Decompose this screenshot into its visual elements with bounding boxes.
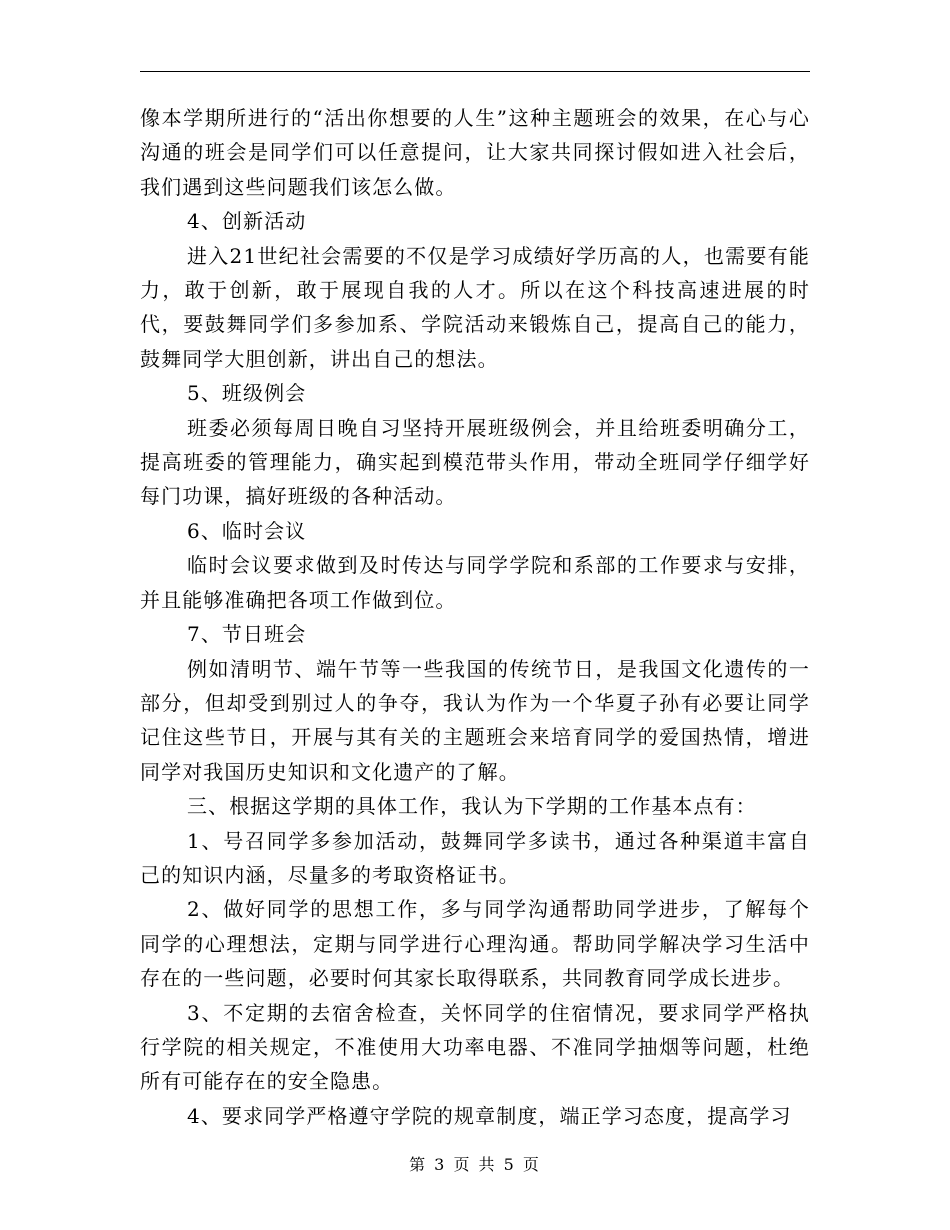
document-body (140, 101, 810, 1133)
section-heading-innovation: 4、创新活动 (187, 209, 307, 234)
body-paragraph-innovation: 进入21世纪社会需要的不仅是学习成绩好学历高的人，也需要有能力，敢于创新，敢于展现自我的人才。所以在这个科技高速进展的时代，要鼓舞同学们多参加系、学院活动来锻炼自己，提高自己的能力，鼓舞同学大胆创新，讲出自己的想法。 (140, 243, 810, 371)
section-heading-holiday-meeting: 7、节日班会 (187, 622, 307, 647)
section-heading-class-meeting: 5、班级例会 (187, 381, 307, 406)
body-paragraph-holiday-meeting: 例如清明节、端午节等一些我国的传统节日，是我国文化遗传的一部分，但却受到别过人的争夺，我认为作为一个华夏子孙有必要让同学记住这些节日，开展与其有关的主题班会来培育同学的爱国热情，增进同学对我国历史知识和文化遗产的了解。 (140, 656, 810, 784)
body-paragraph-class-meeting: 班委必须每周日晚自习坚持开展班级例会，并且给班委明确分工，提高班委的管理能力，确实起到模范带头作用，带动全班同学仔细学好每门功课，搞好班级的各种活动。 (140, 415, 810, 509)
section-heading-next-term: 三、根据这学期的具体工作，我认为下学期的工作基本点有： (187, 794, 757, 819)
body-paragraph-temporary-meeting: 临时会议要求做到及时传达与同学学院和系部的工作要求与安排，并且能够准确把各项工作做到位。 (140, 553, 810, 612)
list-item-1: 1、号召同学多参加活动，鼓舞同学多读书，通过各种渠道丰富自己的知识内涵，尽量多的考取资格证书。 (140, 828, 810, 887)
section-heading-temporary-meeting: 6、临时会议 (187, 518, 307, 543)
list-item-2: 2、做好同学的思想工作，多与同学沟通帮助同学进步，了解每个同学的心理想法，定期与同学进行心理沟通。帮助同学解决学习生活中存在的一些问题，必要时何其家长取得联系，共同教育同学成长进步。 (140, 897, 810, 991)
header-rule (140, 71, 810, 72)
list-item-4: 4、要求同学严格遵守学院的规章制度，端正学习态度，提高学习 (187, 1103, 792, 1128)
body-paragraph-continuation: 像本学期所进行的“活出你想要的人生”这种主题班会的效果，在心与心沟通的班会是同学们可以任意提问，让大家共同探讨假如进入社会后，我们遇到这些问题我们该怎么做。 (140, 106, 810, 199)
page-footer: 第 3 页 共 5 页 (409, 1155, 541, 1174)
list-item-3: 3、不定期的去宿舍检查，关怀同学的住宿情况，要求同学严格执行学院的相关规定，不准使用大功率电器、不准同学抽烟等问题，杜绝所有可能存在的安全隐患。 (140, 1000, 810, 1094)
